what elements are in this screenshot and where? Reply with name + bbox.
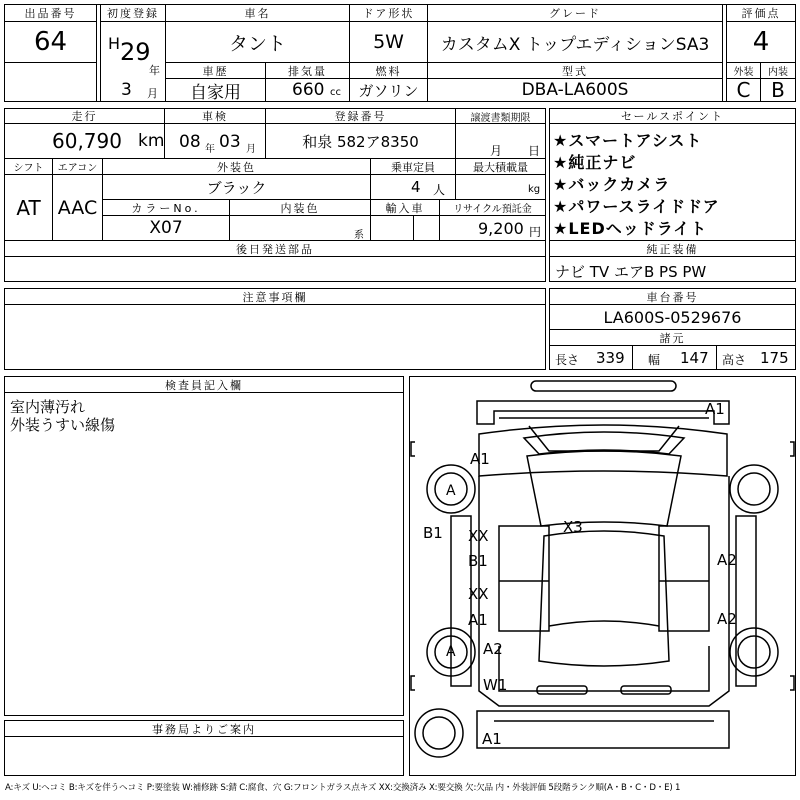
genuine-equip-value: ナビ TV エアB PS PW — [555, 263, 707, 281]
int-color-header: 内装色 — [229, 199, 371, 216]
specs-divider-2 — [716, 345, 717, 370]
color-no-header: カラーNo. — [102, 199, 230, 216]
selling-points-list — [553, 128, 793, 238]
specs-row — [549, 345, 796, 370]
month-unit: 月 — [147, 87, 158, 100]
door-header: ドア形状 — [349, 4, 428, 22]
mark-a2-left: A2 — [483, 640, 503, 658]
month-value: 3 — [121, 80, 132, 100]
color-no-value: X07 — [102, 215, 230, 241]
selling-points-header: セールスポイント — [549, 108, 796, 124]
transfer-month: 月 — [490, 144, 503, 158]
grade-header: グレード — [427, 4, 723, 22]
selling-point-item: ★純正ナビ — [553, 153, 637, 172]
selling-point-item: ★バックカメラ — [553, 175, 671, 194]
mileage-header: 走行 — [4, 108, 165, 124]
chassis-no-value: LA600S-0529676 — [549, 304, 796, 330]
interior-header: 内装 — [760, 62, 796, 79]
aircon-value: AAC — [52, 174, 103, 241]
max-load-unit: kg — [528, 184, 541, 195]
import-cell-1 — [370, 215, 414, 241]
ext-color-value: ブラック — [102, 174, 371, 200]
mileage-value: 60,790 — [52, 129, 122, 153]
length-value: 339 — [596, 349, 625, 367]
height-value: 175 — [760, 349, 789, 367]
exterior-header: 外装 — [726, 62, 761, 79]
capacity-value: 4 — [411, 178, 421, 196]
car-name-value: タント — [165, 21, 350, 63]
insp-month-value: 03 — [219, 132, 241, 152]
inspector-line-1: 室内薄汚れ — [10, 398, 86, 416]
mark-w1: W1 — [483, 676, 508, 694]
mark-a2-right-1: A2 — [717, 551, 737, 569]
mark-a1-bottom: A1 — [482, 730, 502, 748]
notes-header: 注意事項欄 — [4, 288, 546, 305]
fuel-value: ガソリン — [349, 78, 428, 102]
mark-a-front-left: A — [446, 483, 456, 499]
first-reg-header: 初度登録 — [100, 4, 166, 22]
import-cell-2 — [413, 215, 440, 241]
width-label: 幅 — [648, 353, 661, 367]
import-header: 輸入車 — [370, 199, 440, 216]
inspection-header: 車検 — [164, 108, 266, 124]
specs-divider-1 — [632, 345, 633, 370]
transfer-doc-header: 譲渡書類期限 — [455, 108, 546, 124]
length-label: 長さ — [555, 353, 580, 367]
chassis-no-header: 車台番号 — [549, 288, 796, 305]
inspector-line-2: 外装うすい線傷 — [10, 416, 116, 434]
mark-xx-1: XX — [468, 527, 489, 545]
recycle-unit: 円 — [529, 225, 542, 239]
door-value: 5W — [349, 21, 428, 63]
recycle-value: 9,200 — [478, 219, 524, 238]
year-unit: 年 — [149, 64, 160, 77]
height-label: 高さ — [722, 353, 747, 367]
selling-point-item: ★パワースライドドア — [553, 197, 720, 216]
max-load-header: 最大積載量 — [455, 158, 546, 175]
lot-no-value: 64 — [4, 21, 97, 63]
year-value: 29 — [120, 38, 151, 66]
aircon-header: エアコン — [52, 158, 103, 175]
mark-b1-door: B1 — [468, 552, 488, 570]
mark-a2-right-2: A2 — [717, 610, 737, 628]
shift-header: シフト — [4, 158, 53, 175]
reg-no-value: 和泉 582ア8350 — [265, 123, 456, 159]
mark-b1-left: B1 — [423, 524, 443, 542]
history-header: 車歴 — [165, 62, 266, 79]
capacity-header: 乗車定員 — [370, 158, 456, 175]
mark-a1-door: A1 — [468, 611, 488, 629]
int-color-cell — [229, 215, 371, 241]
score-header: 評価点 — [726, 4, 796, 22]
shift-value: AT — [4, 174, 53, 241]
later-parts-header: 後日発送部品 — [4, 240, 546, 257]
displacement-header: 排気量 — [265, 62, 350, 79]
office-header: 事務局よりご案内 — [4, 720, 404, 737]
transfer-day: 日 — [528, 144, 541, 158]
ext-color-header: 外装色 — [102, 158, 371, 175]
selling-point-item: ★LEDヘッドライト — [553, 219, 708, 238]
mark-a1-hood: A1 — [470, 450, 490, 468]
exterior-value: C — [726, 78, 761, 102]
car-name-header: 車名 — [165, 4, 350, 22]
recycle-header: リサイクル預託金 — [439, 199, 546, 216]
later-parts-value — [4, 256, 546, 282]
displacement-unit: cc — [330, 87, 341, 98]
capacity-unit: 人 — [433, 183, 446, 197]
displacement-value: 660 — [292, 80, 325, 100]
legend-text: A:キズ U:ヘコミ B:キズを伴うヘコミ P:要塗装 W:補修跡 S:錆 C:腐食、穴 G:フロントガラス点キズ XX:交換済み X:要交換 欠:欠品 内・外装評価 5段階ランク順(A・B・C・D・E) 1 — [5, 783, 681, 793]
selling-point-item: ★スマートアシスト — [553, 131, 703, 150]
interior-value: B — [760, 78, 796, 102]
mark-x3: X3 — [563, 518, 583, 536]
int-color-unit: 系 — [354, 230, 364, 241]
insp-month-unit: 月 — [246, 144, 256, 155]
insp-year-unit: 年 — [205, 144, 215, 155]
history-value: 自家用 — [165, 78, 266, 102]
era-value: H — [108, 34, 121, 53]
insp-year-value: 08 — [179, 132, 201, 152]
lot-no-blank — [4, 62, 97, 102]
model-code-header: 型式 — [427, 62, 723, 79]
car-diagram — [409, 376, 796, 776]
mark-xx-2: XX — [468, 585, 489, 603]
fuel-header: 燃料 — [349, 62, 428, 79]
inspector-header: 検査員記入欄 — [4, 376, 404, 393]
score-value: 4 — [726, 21, 796, 63]
grade-value: カスタムX トップエディションSA3 — [427, 21, 723, 63]
mark-a-rear-left: A — [446, 644, 456, 660]
mark-a1-top: A1 — [705, 400, 725, 418]
specs-header: 諸元 — [549, 329, 796, 346]
genuine-equip-header: 純正装備 — [549, 240, 796, 257]
width-value: 147 — [680, 349, 709, 367]
lot-no-header: 出品番号 — [4, 4, 97, 22]
model-code-value: DBA-LA600S — [427, 78, 723, 102]
mileage-unit: km — [138, 131, 165, 151]
reg-no-header: 登録番号 — [265, 108, 456, 124]
